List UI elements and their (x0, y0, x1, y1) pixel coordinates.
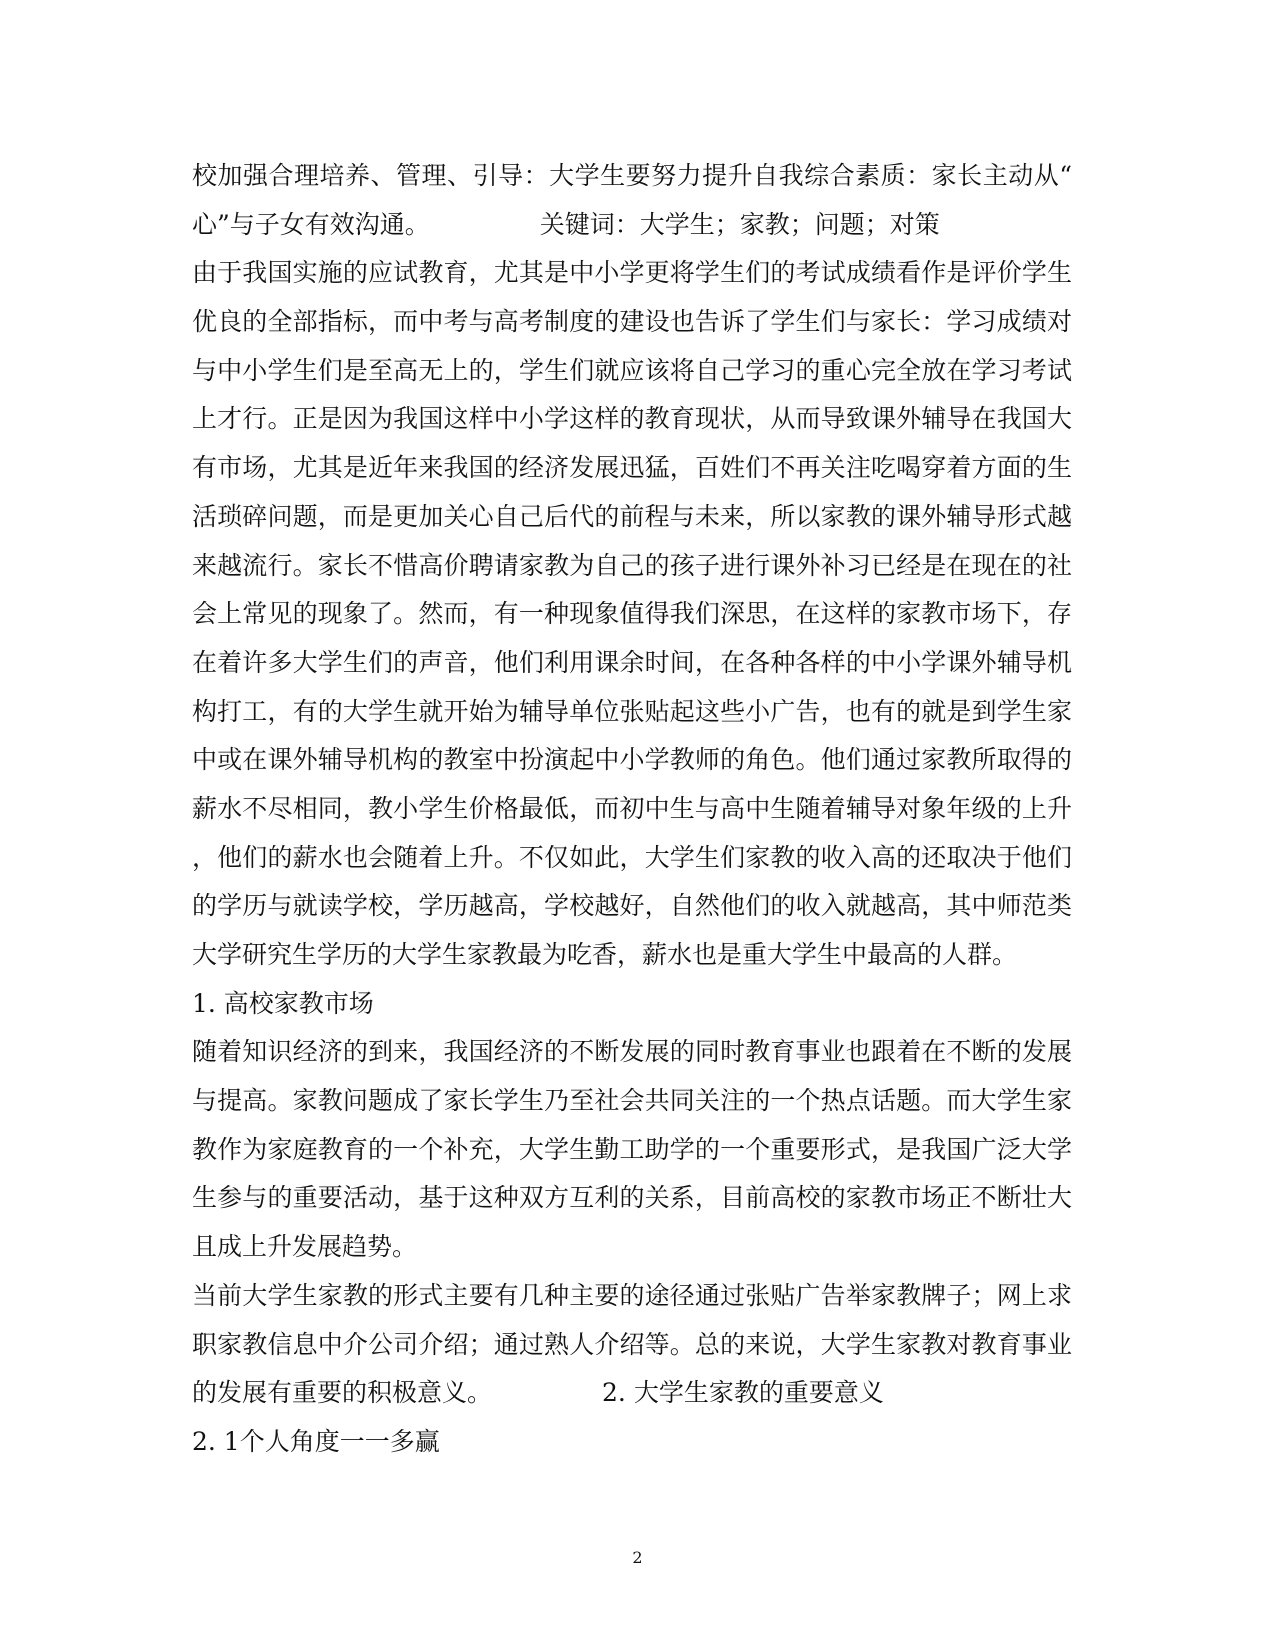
text-line: ，他们的薪水也会随着上升。不仅如此，大学生们家教的收入高的还取决于他们 (192, 842, 1072, 872)
text-line-segment: 心”与子女有效沟通。 (192, 209, 430, 239)
text-line: 校加强合理培养、管理、引导：大学生要努力提升自我综合素质：家长主动从“ (192, 161, 1072, 190)
subsection-heading: 2. 1个人角度一一多赢 (192, 1426, 440, 1456)
text-line: 的学历与就读学校，学历越高，学校越好，自然他们的收入就越高，其中师范类 (192, 891, 1072, 921)
text-line: 当前大学生家教的形式主要有几种主要的途径通过张贴广告举家教牌子；网上求 (192, 1280, 1072, 1310)
body-text (192, 152, 1072, 1467)
text-line: 构打工，有的大学生就开始为辅导单位张贴起这些小广告，也有的就是到学生家 (192, 696, 1072, 726)
text-line: 与中小学生们是至高无上的，学生们就应该将自己学习的重心完全放在学习考试 (192, 355, 1072, 385)
text-line: 上才行。正是因为我国这样中小学这样的教育现状，从而导致课外辅导在我国大 (192, 404, 1072, 434)
text-line: 与提高。家教问题成了家长学生乃至社会共同关注的一个热点话题。而大学生家 (192, 1086, 1072, 1116)
text-line: 由于我国实施的应试教育，尤其是中小学更将学生们的考试成绩看作是评价学生 (192, 258, 1072, 288)
text-line: 会上常见的现象了。然而，有一种现象值得我们深思，在这样的家教市场下，存 (192, 599, 1072, 629)
text-line: 大学研究生学历的大学生家教最为吃香，薪水也是重大学生中最高的人群。 (192, 940, 1018, 969)
text-line-with-heading (192, 1369, 1072, 1418)
text-line: 随着知识经济的到来，我国经济的不断发展的同时教育事业也跟着在不断的发展 (192, 1037, 1072, 1067)
text-line: 来越流行。家长不惜高价聘请家教为自己的孩子进行课外补习已经是在现在的社 (192, 550, 1072, 580)
text-line: 职家教信息中介公司介绍；通过熟人介绍等。总的来说，大学生家教对教育事业 (192, 1329, 1072, 1359)
text-line: 活琐碎问题，而是更加关心自己后代的前程与未来，所以家教的课外辅导形式越 (192, 501, 1072, 531)
section-heading: 2. 大学生家教的重要意义 (602, 1378, 884, 1408)
text-line: 生参与的重要活动，基于这种双方互利的关系，目前高校的家教市场正不断壮大 (192, 1183, 1072, 1213)
text-line: 优良的全部指标，而中考与高考制度的建设也告诉了学生们与家长：学习成绩对 (192, 307, 1072, 337)
text-line-with-keywords (192, 201, 1072, 250)
section-heading: 1. 高校家教市场 (192, 988, 374, 1018)
page-number: 2 (632, 1548, 643, 1567)
text-line: 薪水不尽相同，教小学生价格最低，而初中生与高中生随着辅导对象年级的上升 (192, 793, 1072, 823)
text-line: 有市场，尤其是近年来我国的经济发展迅猛，百姓们不再关注吃喝穿着方面的生 (192, 453, 1072, 483)
keywords-line: 关键词：大学生；家教；问题；对策 (539, 209, 940, 239)
text-line: 中或在课外辅导机构的教室中扮演起中小学教师的角色。他们通过家教所取得的 (192, 745, 1072, 775)
text-line-segment: 的发展有重要的积极意义。 (192, 1378, 493, 1408)
text-line: 教作为家庭教育的一个补充，大学生勤工助学的一个重要形式，是我国广泛大学 (192, 1134, 1072, 1164)
text-line: 在着许多大学生们的声音，他们利用课余时间，在各种各样的中小学课外辅导机 (192, 647, 1072, 677)
text-line: 且成上升发展趋势。 (192, 1232, 418, 1262)
